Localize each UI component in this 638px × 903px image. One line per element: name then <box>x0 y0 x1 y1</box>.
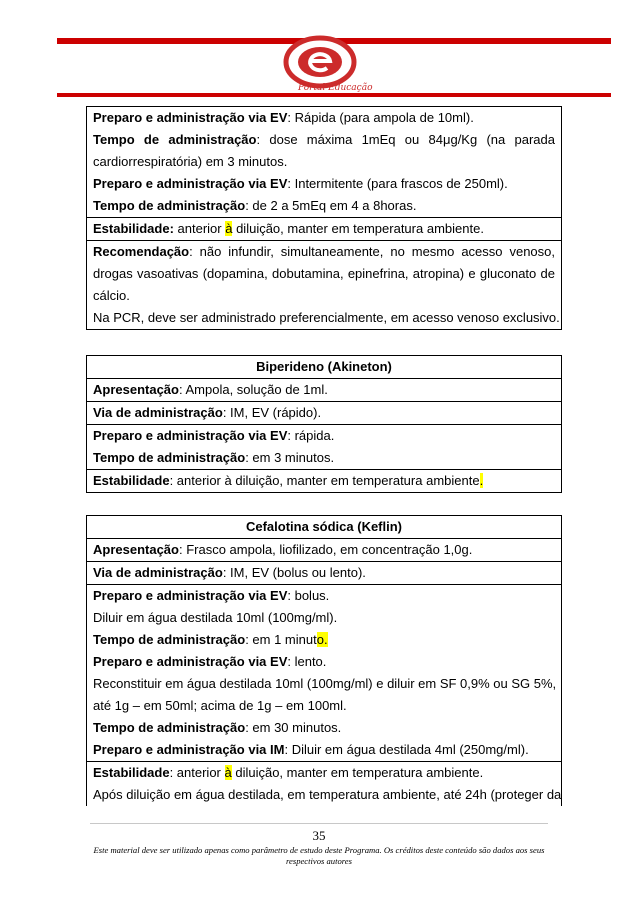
line-text: : rápida. <box>287 428 335 443</box>
text-line <box>93 562 555 584</box>
table-title: Cefalotina sódica (Keflin) <box>245 519 403 534</box>
text-line <box>93 762 555 784</box>
presentation-cell <box>87 538 561 561</box>
text-line <box>93 651 555 673</box>
text-line <box>93 447 555 469</box>
line-text: diluição, manter em temperatura ambiente. <box>231 765 484 780</box>
biperideno-table <box>86 355 562 493</box>
line-text: : em 3 minutos. <box>245 450 335 465</box>
line-text: Na PCR, deve ser administrado preferencialmente, em acesso venoso exclusivo. <box>93 310 560 325</box>
route-cell <box>87 561 561 584</box>
line-text: : lento. <box>287 654 327 669</box>
bold-label: Via de administração <box>93 565 223 580</box>
stability-cell <box>87 761 561 806</box>
text-line <box>93 307 560 329</box>
highlight: à <box>225 221 233 236</box>
bold-label: Tempo de administração <box>93 450 246 465</box>
line-text: : Diluir em água destilada 4ml (250mg/ml). <box>284 742 529 757</box>
text-line <box>93 379 555 401</box>
text-line <box>93 470 555 492</box>
admin-cell <box>87 424 561 469</box>
bold-label: Tempo de administração <box>93 198 246 213</box>
line-text: : bolus. <box>287 588 330 603</box>
line-text: Reconstituir em água destilada 10ml (100mg/ml) e diluir em SF 0,9% ou SG 5%, <box>93 676 557 691</box>
text-line <box>93 739 555 761</box>
line-text: : em 1 minut <box>245 632 317 647</box>
bold-label: Tempo de administração <box>93 720 246 735</box>
text-line <box>93 402 555 424</box>
text-line <box>93 629 555 651</box>
table-title: Biperideno (Akineton) <box>256 359 392 374</box>
bold-label: Tempo de administração <box>93 132 257 147</box>
line-text: : Frasco ampola, liofilizado, em concentração 1,0g. <box>178 542 473 557</box>
text-line <box>93 695 555 717</box>
line-text: : Rápida (para ampola de 10ml). <box>287 110 474 125</box>
line-text: : não infundir, simultaneamente, no mesmo acesso venoso, <box>189 244 555 259</box>
presentation-cell <box>87 378 561 401</box>
line-text: anterior <box>173 221 226 236</box>
bold-label: Recomendação <box>93 244 190 259</box>
stability-cell <box>87 469 561 492</box>
text-line <box>93 607 555 629</box>
bold-label: Tempo de administração <box>93 632 246 647</box>
admin-cell <box>87 107 561 217</box>
text-line <box>93 173 555 195</box>
highlight: à <box>224 765 232 780</box>
highlight: . <box>479 473 484 488</box>
line-text: cardiorrespiratória) em 3 minutos. <box>93 154 288 169</box>
bold-label: Estabilidade <box>93 473 170 488</box>
bold-label: Preparo e administração via EV <box>93 654 288 669</box>
bold-label: Preparo e administração via IM <box>93 742 285 757</box>
line-text: cálcio. <box>93 288 130 303</box>
recommendation-cell <box>87 240 561 329</box>
bold-label: Estabilidade: <box>93 221 174 236</box>
footer-note: Este material deve ser utilizado apenas como parâmetro de estudo deste Programa. Os créditos deste conteúdo são dados aos seus respectivos autores <box>93 845 545 866</box>
line-text: diluição, manter em temperatura ambiente. <box>232 221 484 236</box>
text-line <box>93 218 555 240</box>
text-line <box>93 673 555 695</box>
text-line <box>93 151 555 173</box>
text-line <box>93 539 555 561</box>
line-text: : de 2 a 5mEq em 4 a 8horas. <box>245 198 417 213</box>
bold-label: Preparo e administração via EV <box>93 110 288 125</box>
bold-label: Preparo e administração via EV <box>93 588 288 603</box>
text-line <box>93 585 555 607</box>
route-cell <box>87 401 561 424</box>
text-line <box>93 784 562 806</box>
stability-cell <box>87 217 561 240</box>
text-line <box>93 425 555 447</box>
logo-text: Portal Educação <box>298 83 373 93</box>
text-line <box>93 195 555 217</box>
footer-divider <box>90 823 548 824</box>
line-text: até 1g – em 50ml; acima de 1g – em 100ml. <box>93 698 347 713</box>
text-line <box>93 107 555 129</box>
line-text: : Intermitente (para frascos de 250ml). <box>287 176 508 191</box>
admin-cell <box>87 584 561 761</box>
bold-label: Estabilidade <box>93 765 170 780</box>
line-text: Diluir em água destilada 10ml (100mg/ml). <box>93 610 338 625</box>
text-line <box>93 285 555 307</box>
line-text: : IM, EV (rápido). <box>222 405 322 420</box>
sodium-bicarbonate-table <box>86 106 562 330</box>
bold-label: Via de administração <box>93 405 223 420</box>
line-text: drogas vasoativas (dopamina, dobutamina, epinefrina, atropina) e gluconato de <box>93 266 555 281</box>
text-line <box>93 263 555 285</box>
text-line <box>93 717 555 739</box>
bold-label: Apresentação <box>93 542 179 557</box>
bold-label: Preparo e administração via EV <box>93 428 288 443</box>
text-line <box>93 241 555 263</box>
portal-educacao-logo <box>262 34 378 96</box>
line-text: : anterior à diluição, manter em temperatura ambiente <box>169 473 480 488</box>
line-text: : anterior <box>169 765 225 780</box>
line-text: : em 30 minutos. <box>245 720 342 735</box>
bold-label: Preparo e administração via EV <box>93 176 288 191</box>
bold-label: Apresentação <box>93 382 179 397</box>
highlight: o. <box>316 632 328 647</box>
line-text: : Ampola, solução de 1ml. <box>178 382 328 397</box>
page-number: 35 <box>312 828 326 843</box>
cefalotina-table <box>86 515 562 806</box>
line-text: Após diluição em água destilada, em temperatura ambiente, até 24h (proteger da <box>93 787 562 802</box>
line-text: : dose máxima 1mEq ou 84μg/Kg (na parada <box>256 132 555 147</box>
line-text: : IM, EV (bolus ou lento). <box>222 565 366 580</box>
text-line <box>93 129 555 151</box>
